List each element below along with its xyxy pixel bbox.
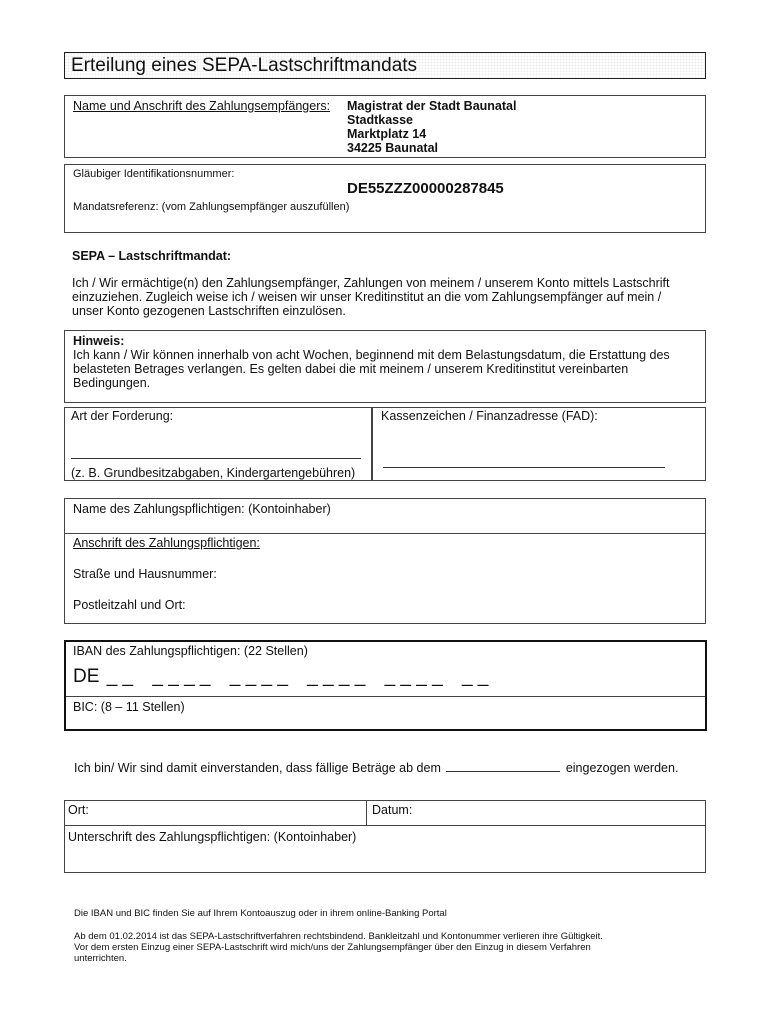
payer-divider bbox=[65, 533, 705, 534]
iban-group-4: _ _ _ _ bbox=[307, 666, 366, 687]
claim-type-field[interactable] bbox=[64, 407, 372, 481]
claim-type-label: Art der Forderung: bbox=[71, 409, 174, 423]
hint-heading: Hinweis: bbox=[73, 334, 125, 348]
payee-name: Magistrat der Stadt Baunatal bbox=[347, 99, 517, 113]
place-label: Ort: bbox=[68, 803, 89, 817]
sepa-text-line-2: einzuziehen. Zugleich weise ich / weisen wir unser Kreditinstitut an die vom Zahlungsempfänger auf mein / bbox=[72, 290, 662, 304]
bic-label[interactable]: BIC: (8 – 11 Stellen) bbox=[73, 700, 185, 714]
iban-field[interactable] bbox=[73, 666, 488, 688]
payee-line2: Stadtkasse bbox=[347, 113, 414, 127]
hint-text-line-2: belasteten Betrages verlangen. Es gelten dabei die mit meinem / unserem Kreditinstitut vereinbarten bbox=[73, 362, 629, 376]
payee-label: Name und Anschrift des Zahlungsempfängers: bbox=[73, 99, 331, 113]
cash-reference-line bbox=[383, 467, 665, 468]
iban-group-5: _ _ _ _ bbox=[384, 666, 443, 687]
footer-note-line-1: Ab dem 01.02.2014 ist das SEPA-Lastschriftverfahren rechtsbindend. Bankleitzahl und Kontonummer verlieren ihre Gültigkeit. bbox=[74, 931, 603, 942]
date-label: Datum: bbox=[372, 803, 413, 817]
bank-divider bbox=[66, 696, 705, 697]
iban-group-1: _ _ bbox=[106, 666, 134, 687]
signature-section bbox=[64, 800, 706, 873]
payer-city-label[interactable]: Postleitzahl und Ort: bbox=[73, 598, 186, 612]
payer-address-label: Anschrift des Zahlungspflichtigen: bbox=[73, 536, 260, 550]
iban-label: IBAN des Zahlungspflichtigen: (22 Stellen) bbox=[73, 644, 308, 658]
consent-text-before: Ich bin/ Wir sind damit einverstanden, dass fällige Beträge ab dem bbox=[74, 761, 441, 775]
hint-text-line-3: Bedingungen. bbox=[73, 376, 151, 390]
consent-date-field[interactable] bbox=[446, 760, 560, 772]
signature-field[interactable] bbox=[65, 826, 705, 872]
consent-text bbox=[74, 760, 678, 776]
sepa-text-line-1: Ich / Wir ermächtige(n) den Zahlungsempfänger, Zahlungen von meinem / unserem Konto mittels Lastschrift bbox=[72, 276, 670, 290]
place-field[interactable] bbox=[65, 801, 367, 825]
bank-section bbox=[64, 640, 707, 731]
footer-note-line-2: Vor dem ersten Einzug einer SEPA-Lastschrift wird mich/uns der Zahlungsempfänger über den Einzug in diesem Verfahren bbox=[74, 942, 591, 953]
iban-prefix: DE bbox=[73, 666, 100, 687]
iban-group-2: _ _ _ _ bbox=[152, 666, 211, 687]
date-field[interactable] bbox=[367, 801, 705, 825]
sepa-text-line-3: unser Konto gezogenen Lastschriften einzulösen. bbox=[72, 304, 346, 318]
payee-city: 34225 Baunatal bbox=[347, 141, 439, 155]
signature-label: Unterschrift des Zahlungspflichtigen: (Kontoinhaber) bbox=[68, 830, 357, 844]
cash-reference-field[interactable] bbox=[372, 407, 706, 481]
cash-reference-label: Kassenzeichen / Finanzadresse (FAD): bbox=[381, 409, 598, 423]
consent-text-after: eingezogen werden. bbox=[565, 761, 679, 775]
footer-note-line-3: unterrichten. bbox=[74, 953, 127, 964]
hint-text-line-1: Ich kann / Wir können innerhalb von acht Wochen, beginnend mit dem Belastungsdatum, die Erstattung des bbox=[73, 348, 670, 362]
sepa-heading: SEPA – Lastschriftmandat: bbox=[72, 249, 232, 263]
hint-section bbox=[64, 330, 706, 403]
claim-type-example: (z. B. Grundbesitzabgaben, Kindergartengebühren) bbox=[71, 466, 356, 480]
claim-type-line bbox=[71, 458, 361, 459]
payer-name-label[interactable]: Name des Zahlungspflichtigen: (Kontoinhaber) bbox=[73, 502, 331, 516]
footer-note-iban: Die IBAN und BIC finden Sie auf Ihrem Kontoauszug oder in ihrem online-Banking Portal bbox=[74, 908, 447, 919]
form-title: Erteilung eines SEPA-Lastschriftmandats bbox=[64, 52, 706, 79]
payee-street: Marktplatz 14 bbox=[347, 127, 427, 141]
payer-street-label[interactable]: Straße und Hausnummer: bbox=[73, 567, 217, 581]
creditor-section bbox=[64, 164, 706, 233]
mandate-reference-label[interactable]: Mandatsreferenz: (vom Zahlungsempfänger auszufüllen) bbox=[73, 201, 350, 213]
payee-section bbox=[64, 95, 706, 158]
iban-group-6: _ _ bbox=[461, 666, 489, 687]
creditor-id-value: DE55ZZZ00000287845 bbox=[347, 180, 504, 197]
payer-section bbox=[64, 498, 706, 624]
iban-group-3: _ _ _ _ bbox=[229, 666, 288, 687]
creditor-id-label: Gläubiger Identifikationsnummer: bbox=[73, 168, 235, 180]
